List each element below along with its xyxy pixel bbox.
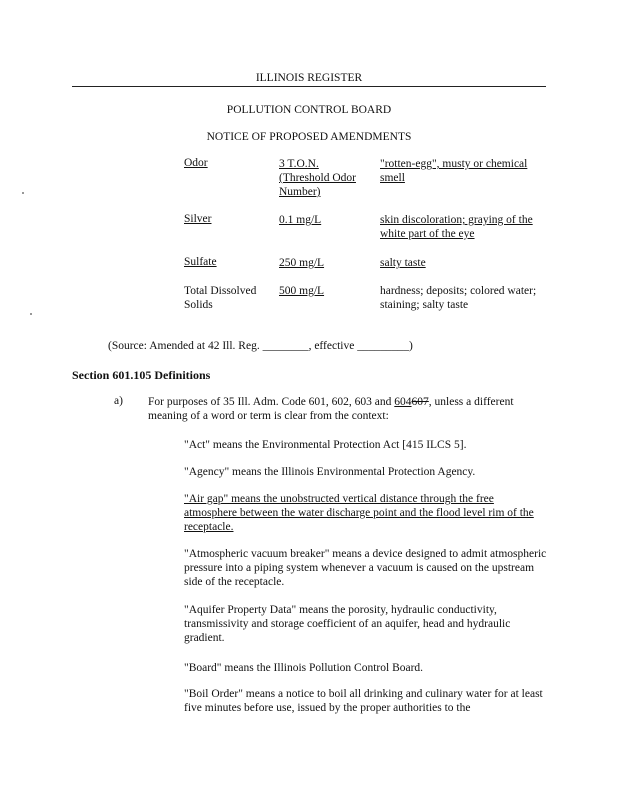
scan-speck xyxy=(22,192,24,194)
section-heading: Section 601.105 Definitions xyxy=(72,368,211,382)
table-row xyxy=(184,213,554,249)
deleted-text: 607 xyxy=(411,396,429,408)
contaminant-limit: 0.1 mg/L xyxy=(279,214,322,226)
contaminant-name: Sulfate xyxy=(184,256,217,268)
definition-air-gap: "Air gap" means the unobstructed vertical distance through the free atmosphere between the water discharge point and the flood level rim of the receptacle. xyxy=(184,493,534,533)
contaminant-limit: 250 mg/L xyxy=(279,257,325,269)
contaminant-effect: skin discoloration; graying of the white part of the eye xyxy=(380,214,533,240)
definition-agency: "Agency" means the Illinois Environmental Protection Agency. xyxy=(184,466,476,478)
contaminant-effect: salty taste xyxy=(380,257,426,269)
definition-act: "Act" means the Environmental Protection Act [415 ILCS 5]. xyxy=(184,439,467,451)
table-row xyxy=(184,256,554,276)
inserted-text: 604 xyxy=(394,396,412,408)
contaminant-limit: 3 T.O.N. (Threshold Odor Number) xyxy=(279,158,356,198)
subsection-label: a) xyxy=(114,395,123,407)
notice-title: NOTICE OF PROPOSED AMENDMENTS xyxy=(206,131,412,143)
definition-board: "Board" means the Illinois Pollution Control Board. xyxy=(184,662,424,674)
board-title: POLLUTION CONTROL BOARD xyxy=(226,104,392,116)
contaminant-name: Total Dissolved Solids xyxy=(184,285,257,311)
definition-vacuum-breaker: "Atmospheric vacuum breaker" means a device designed to admit atmospheric pressure into a piping system whenever a vacuum is caused on the upstream side of the receptacle. xyxy=(184,548,547,588)
definition-boil-order: "Boil Order" means a notice to boil all drinking and culinary water for at least five minutes before use, issued by the proper authorities to the xyxy=(184,688,543,714)
contaminant-effect: hardness; deposits; colored water; staining; salty taste xyxy=(380,285,537,311)
header-rule xyxy=(72,86,546,87)
contaminant-limit: 500 mg/L xyxy=(279,285,325,297)
table-row xyxy=(184,284,554,328)
subsection-text-after: , unless a different meaning of a word or term is clear from the context: xyxy=(148,396,514,422)
scan-speck xyxy=(30,313,32,315)
register-title: ILLINOIS REGISTER xyxy=(255,72,363,84)
definition-aquifer-property-data: "Aquifer Property Data" means the porosity, hydraulic conductivity, transmissivity and storage coefficient of an aquifer, head and hydraulic gradient. xyxy=(184,604,511,644)
source-note: (Source: Amended at 42 Ill. Reg. ________, effective _________) xyxy=(108,340,413,352)
subsection-text-before: For purposes of 35 Ill. Adm. Code 601, 602, 603 and xyxy=(148,396,395,408)
contaminant-name: Odor xyxy=(184,157,208,169)
contaminant-name: Silver xyxy=(184,213,212,225)
table-row xyxy=(184,157,554,207)
subsection-a-text xyxy=(148,395,548,423)
contaminant-effect: "rotten-egg", musty or chemical smell xyxy=(380,158,528,184)
